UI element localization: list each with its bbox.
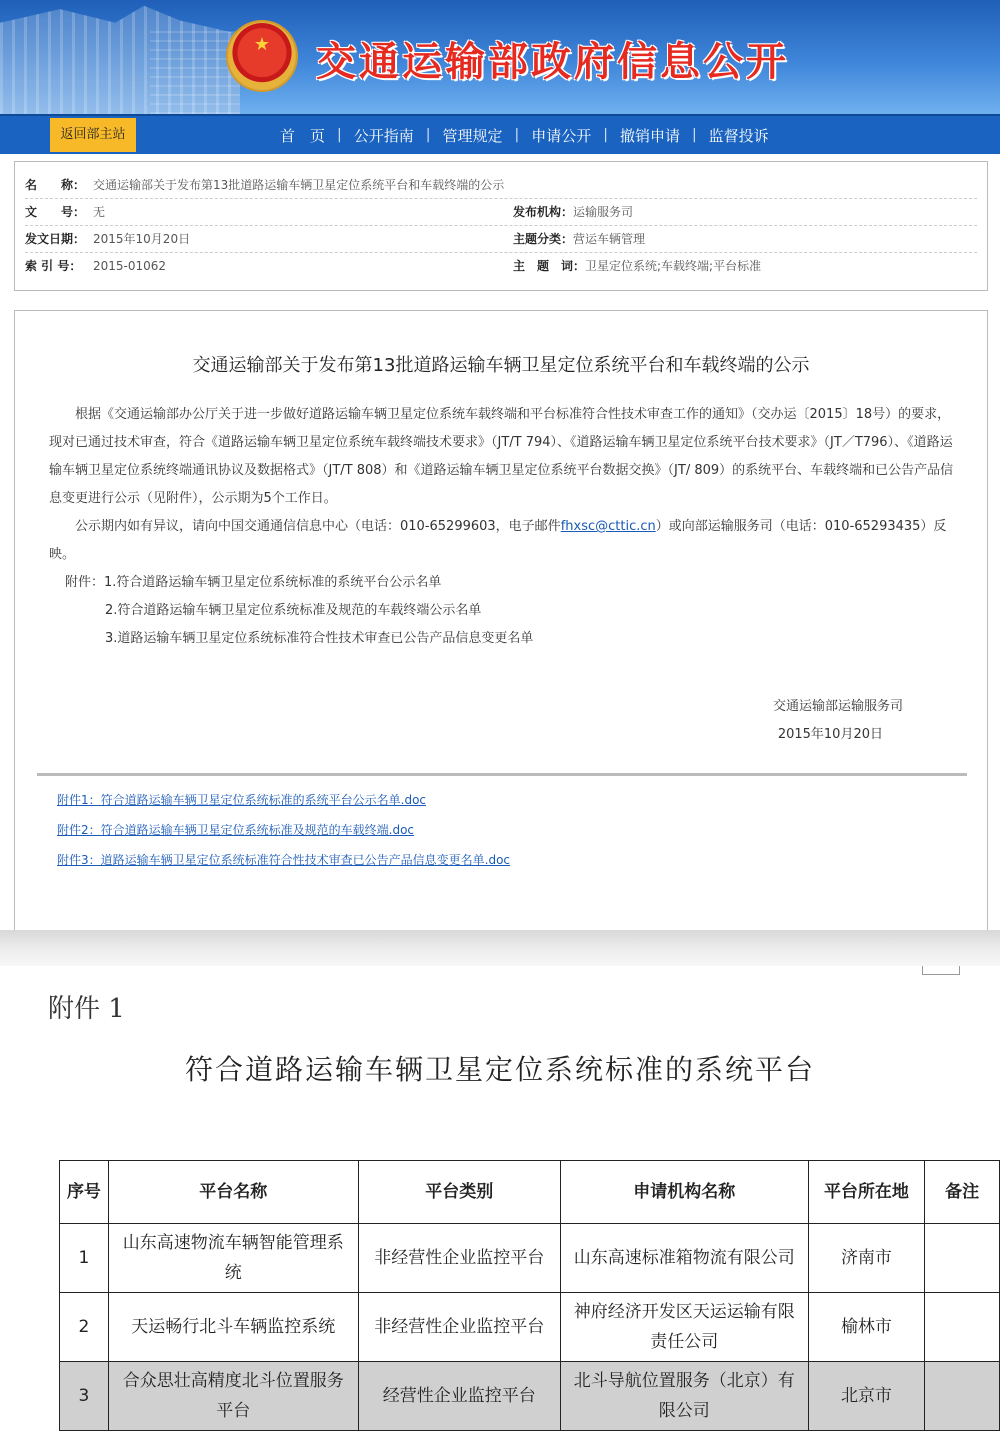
cell-location: 北京市: [808, 1362, 925, 1431]
attachment-item-2: 2.符合道路运输车辆卫星定位系统标准及规范的车载终端公示名单: [105, 603, 482, 618]
nav-separator: |: [603, 127, 608, 143]
cell-seq: 3: [60, 1362, 109, 1431]
article-title: 交通运输部关于发布第13批道路运输车辆卫星定位系统平台和车载终端的公示: [192, 355, 810, 376]
viewer-divider-marker: [922, 966, 960, 975]
cell-location: 济南市: [808, 1224, 925, 1293]
viewer-divider: [0, 930, 1000, 966]
article-body: [14, 310, 988, 931]
cell-platform-type: 经营性企业监控平台: [358, 1362, 560, 1431]
meta-name-value: 交通运输部关于发布第13批道路运输车辆卫星定位系统平台和车载终端的公示: [93, 178, 505, 192]
signature-org: 交通运输部运输服务司: [772, 699, 903, 714]
nav-item-home[interactable]: 首 页: [280, 126, 326, 145]
platform-table: [59, 1160, 1000, 1431]
meta-index-label: 索 引 号：: [25, 259, 82, 273]
attachment-doc-label: 附件 1: [48, 994, 125, 1024]
meta-row-index: [25, 253, 977, 279]
nav-separator: |: [691, 127, 697, 143]
emblem-star-icon: ★: [253, 34, 271, 55]
cell-remarks: [925, 1224, 1000, 1293]
cell-platform-name: 山东高速物流车辆智能管理系统: [108, 1224, 358, 1293]
nav-bar: [0, 114, 1000, 154]
home-button[interactable]: 返回部主站: [50, 118, 136, 152]
meta-publisher-value: 运输服务司: [573, 205, 634, 219]
nav-item-guide[interactable]: 公开指南: [353, 126, 414, 145]
attachment-link-3[interactable]: 附件3：道路运输车辆卫星定位系统标准符合性技术审查已公告产品信息变更名单.doc: [57, 853, 511, 867]
attachment-item-1: [65, 569, 977, 597]
cell-platform-type: 非经营性企业监控平台: [358, 1224, 560, 1293]
nav-separator: |: [425, 127, 431, 143]
cell-applicant: 山东高速标准箱物流有限公司: [560, 1224, 808, 1293]
nav-item-complaint[interactable]: 监督投诉: [708, 126, 769, 145]
meta-publisher-label: 发布机构：: [513, 205, 574, 219]
col-header-platform-name: 平台名称: [108, 1161, 358, 1224]
header-banner: [0, 0, 1000, 114]
attachment-item-1-text: 1.符合道路运输车辆卫星定位系统标准的系统平台公示名单: [104, 575, 442, 590]
contact-email-link[interactable]: fhxsc@cttic.cn: [560, 519, 656, 534]
site-title: 交通运输部政府信息公开: [316, 38, 789, 85]
cell-seq: 1: [60, 1224, 109, 1293]
table-header-row: [60, 1161, 1000, 1224]
attachment-list: [65, 569, 977, 653]
meta-keywords-label: 主 题 词：: [513, 259, 586, 273]
article-divider: [37, 773, 967, 776]
cell-platform-type: 非经营性企业监控平台: [358, 1293, 560, 1362]
cell-remarks: [925, 1293, 1000, 1362]
table-row: [60, 1293, 1000, 1362]
col-header-location: 平台所在地: [808, 1161, 925, 1224]
meta-category-value: 营运车辆管理: [573, 232, 646, 246]
meta-row-docno: [25, 199, 977, 226]
meta-row-date: [25, 226, 977, 253]
article-paragraph-1: 根据《交通运输部办公厅关于进一步做好道路运输车辆卫星定位系统车载终端和平台标准符合性技术审查工作的通知》（交办运〔2015〕18号）的要求，现对已通过技术审查，符合《道路运输车辆卫星定位系统车载终端技术要求》（JT/T 794）、《道路运输车辆卫星定位系统平台技术要求》（JT／T796）、《道路运输车辆卫星定位系统终端通讯协议及数据格式》（JT/T 808）和《道路运输车辆卫星定位系统平台数据交换》（JT/ 809）的系统平台、车载终端和已公告产品信息变更进行公示（见附件），公示期为5个工作日。: [49, 407, 954, 506]
cell-platform-name: 天运畅行北斗车辆监控系统: [108, 1293, 358, 1362]
col-header-applicant: 申请机构名称: [560, 1161, 808, 1224]
document-meta: [14, 161, 988, 291]
signature-date: 2015年10月20日: [777, 727, 883, 742]
building-graphic-detail: [150, 30, 240, 114]
meta-row-name: [25, 172, 977, 199]
paragraph-2-text-b: ）或向部运输服务司（电话：010-65293435）反映。: [49, 519, 947, 562]
nav-separator: |: [337, 127, 342, 143]
attachment-link-1[interactable]: 附件1：符合道路运输车辆卫星定位系统标准的系统平台公示名单.doc: [57, 793, 427, 807]
nav-item-rules[interactable]: 管理规定: [442, 126, 503, 145]
cell-remarks: [925, 1362, 1000, 1431]
table-row: [60, 1362, 1000, 1431]
meta-date-label: 发文日期：: [25, 232, 86, 246]
meta-docno-label: 文 号：: [25, 205, 86, 219]
attachment-intro: 附件：: [65, 575, 105, 590]
attachment-doc-title: 符合道路运输车辆卫星定位系统标准的系统平台: [184, 1053, 815, 1086]
meta-category-label: 主题分类：: [513, 232, 574, 246]
article-paragraph-2: [49, 513, 961, 569]
col-header-remarks: 备注: [925, 1161, 1000, 1224]
table-row: [60, 1224, 1000, 1293]
meta-name-label: 名 称：: [25, 178, 86, 192]
meta-index-value: 2015-01062: [93, 259, 167, 273]
paragraph-2-text-a: 公示期内如有异议，请向中国交通通信信息中心（电话：010-65299603，电子邮件: [75, 519, 561, 534]
cell-applicant: 神府经济开发区天运运输有限责任公司: [560, 1293, 808, 1362]
attachment-link-2[interactable]: 附件2：符合道路运输车辆卫星定位系统标准及规范的车载终端.doc: [57, 823, 415, 837]
cell-seq: 2: [60, 1293, 109, 1362]
nav-item-apply[interactable]: 申请公开: [531, 126, 592, 145]
meta-docno-value: 无: [93, 205, 106, 219]
nav-separator: |: [514, 127, 520, 143]
cell-location: 榆林市: [808, 1293, 925, 1362]
nav-item-revoke[interactable]: 撤销申请: [619, 126, 680, 145]
cell-platform-name: 合众思壮高精度北斗位置服务平台: [108, 1362, 358, 1431]
col-header-seq: 序号: [60, 1161, 109, 1224]
col-header-platform-type: 平台类别: [358, 1161, 560, 1224]
meta-date-value: 2015年10月20日: [93, 232, 191, 246]
nav-items: [268, 116, 781, 154]
meta-keywords-value: 卫星定位系统;车载终端;平台标准: [585, 259, 762, 273]
cell-applicant: 北斗导航位置服务（北京）有限公司: [560, 1362, 808, 1431]
attachment-item-3: 3.道路运输车辆卫星定位系统标准符合性技术审查已公告产品信息变更名单: [105, 631, 534, 646]
